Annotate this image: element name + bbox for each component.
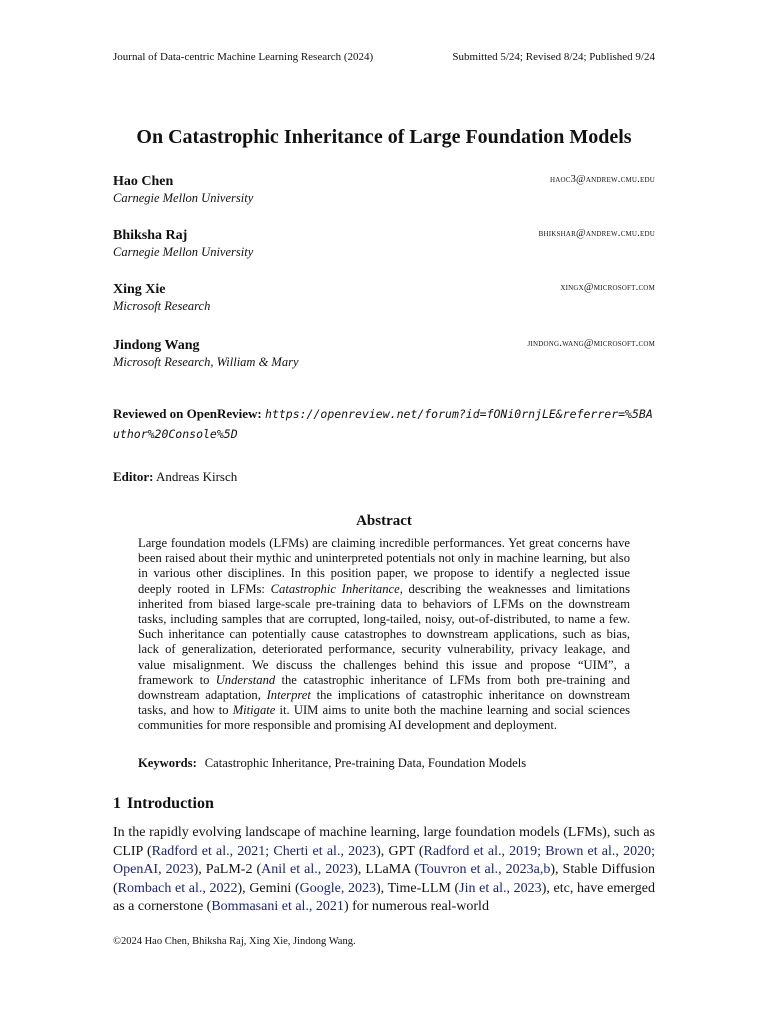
author-affiliation: Carnegie Mellon University bbox=[113, 245, 254, 259]
abstract-segment: it. UIM aims to unite both the machine learning and social sciences communities for more responsible and promising AI development and deployment. bbox=[138, 703, 630, 733]
citation-link[interactable]: Rombach et al., 2022 bbox=[117, 880, 238, 896]
copyright-footer: ©2024 Hao Chen, Bhiksha Raj, Xing Xie, Jindong Wang. bbox=[113, 936, 356, 947]
citation-link[interactable]: Jin et al., 2023 bbox=[459, 880, 542, 896]
journal-header: Journal of Data-centric Machine Learning Research (2024) bbox=[113, 51, 374, 63]
intro-text: ), etc, have emerged as a cornerstone ( bbox=[113, 880, 655, 915]
citation-link[interactable]: Anil et al., 2023 bbox=[261, 862, 354, 878]
paper-title: On Catastrophic Inheritance of Large Foundation Models bbox=[136, 126, 632, 148]
keywords bbox=[138, 756, 630, 771]
citation-link[interactable]: Google, 2023 bbox=[299, 880, 377, 896]
publication-dates: Submitted 5/24; Revised 8/24; Published 9/24 bbox=[452, 51, 655, 63]
abstract-emphasis: Understand bbox=[215, 672, 276, 687]
author-block bbox=[113, 336, 655, 370]
keywords-label: Keywords: bbox=[138, 756, 197, 770]
section-title: Introduction bbox=[127, 795, 214, 812]
editor-name: Andreas Kirsch bbox=[156, 469, 238, 484]
abstract-title: Abstract bbox=[356, 513, 412, 529]
keywords-value: Catastrophic Inheritance, Pre-training Data, Foundation Models bbox=[204, 756, 527, 770]
intro-text: ), PaLM-2 ( bbox=[193, 862, 262, 878]
author-block bbox=[113, 226, 655, 260]
editor-line bbox=[113, 469, 237, 485]
abstract-emphasis: Catastrophic Inheritance bbox=[270, 581, 400, 596]
openreview-link[interactable]: https://openreview.net/forum?id=fONi0rnjLE&referrer=%5BAuthor%20Console%5D bbox=[113, 407, 653, 441]
abstract-segment: Large foundation models (LFMs) are claiming incredible performances. Yet great concerns have been raised about their mythic and uninterpreted potentials not only in machine learning, but also in various other disciplines. In this position paper, we propose to identify a neglected issue deeply rooted in LFMs: bbox=[138, 536, 630, 596]
author-name: Xing Xie bbox=[113, 282, 166, 297]
abstract-segment: the implications of catastrophic inheritance on downstream tasks, and how to bbox=[138, 688, 630, 718]
abstract-segment: , describing the weaknesses and limitations inherited from biased large-scale pre-training data to behaviors of LFMs on the downstream tasks, including samples that are corrupted, long-tailed, noisy, out-of-distributed, to name a few. Such inheritance can potentially cause catastrophes to downstream applications, such as bias, lack of generalization, deteriorated performance, security vulnerability, privacy leakage, and value misalignment. We discuss the challenges behind this issue and propose “UIM”, a framework to bbox=[138, 581, 630, 687]
abstract-emphasis: Mitigate bbox=[232, 703, 276, 718]
abstract-text bbox=[138, 536, 630, 734]
intro-paragraph bbox=[113, 824, 655, 917]
author-affiliation: Carnegie Mellon University bbox=[113, 191, 254, 205]
author-email[interactable]: haoc3@andrew.cmu.edu bbox=[549, 174, 655, 185]
citation-link[interactable]: Radford et al., 2019; Brown et al., 2020; OpenAI, 2023 bbox=[113, 843, 655, 878]
intro-text: In the rapidly evolving landscape of machine learning, large foundation models (LFMs), such as CLIP ( bbox=[113, 825, 655, 859]
abstract-segment: the catastrophic inheritance of LFMs from both pre-training and downstream adaptation, bbox=[138, 672, 630, 703]
author-email[interactable]: bhikshar@andrew.cmu.edu bbox=[538, 228, 655, 239]
author-block bbox=[113, 280, 655, 314]
author-name: Hao Chen bbox=[113, 174, 174, 189]
intro-text: ), Time-LLM ( bbox=[376, 880, 460, 896]
intro-text: ), Gemini ( bbox=[237, 880, 300, 896]
author-affiliation: Microsoft Research bbox=[113, 299, 211, 313]
section-number: 1 bbox=[113, 795, 121, 812]
author-email[interactable]: xingx@microsoft.com bbox=[560, 282, 655, 293]
section-heading bbox=[113, 795, 214, 813]
abstract-emphasis: Interpret bbox=[266, 688, 311, 703]
intro-text: ), GPT ( bbox=[376, 843, 424, 859]
intro-text: ), Stable Diffusion ( bbox=[113, 862, 655, 896]
intro-text: ), LLaMA ( bbox=[353, 862, 420, 878]
intro-text: ) for numerous real-world bbox=[343, 899, 489, 915]
citation-link[interactable]: Touvron et al., 2023a,b bbox=[419, 862, 551, 878]
reviewed-on-openreview bbox=[113, 404, 655, 444]
citation-link[interactable]: Bommasani et al., 2021 bbox=[211, 899, 344, 915]
editor-label: Editor: bbox=[113, 469, 154, 484]
citation-link[interactable]: Radford et al., 2021; Cherti et al., 2023 bbox=[151, 843, 377, 859]
author-name: Jindong Wang bbox=[113, 338, 200, 353]
author-affiliation: Microsoft Research, William & Mary bbox=[113, 355, 299, 369]
author-name: Bhiksha Raj bbox=[113, 228, 188, 243]
author-email[interactable]: jindong.wang@microsoft.com bbox=[527, 338, 655, 349]
author-block bbox=[113, 172, 655, 206]
reviewed-label: Reviewed on OpenReview: bbox=[113, 406, 262, 421]
